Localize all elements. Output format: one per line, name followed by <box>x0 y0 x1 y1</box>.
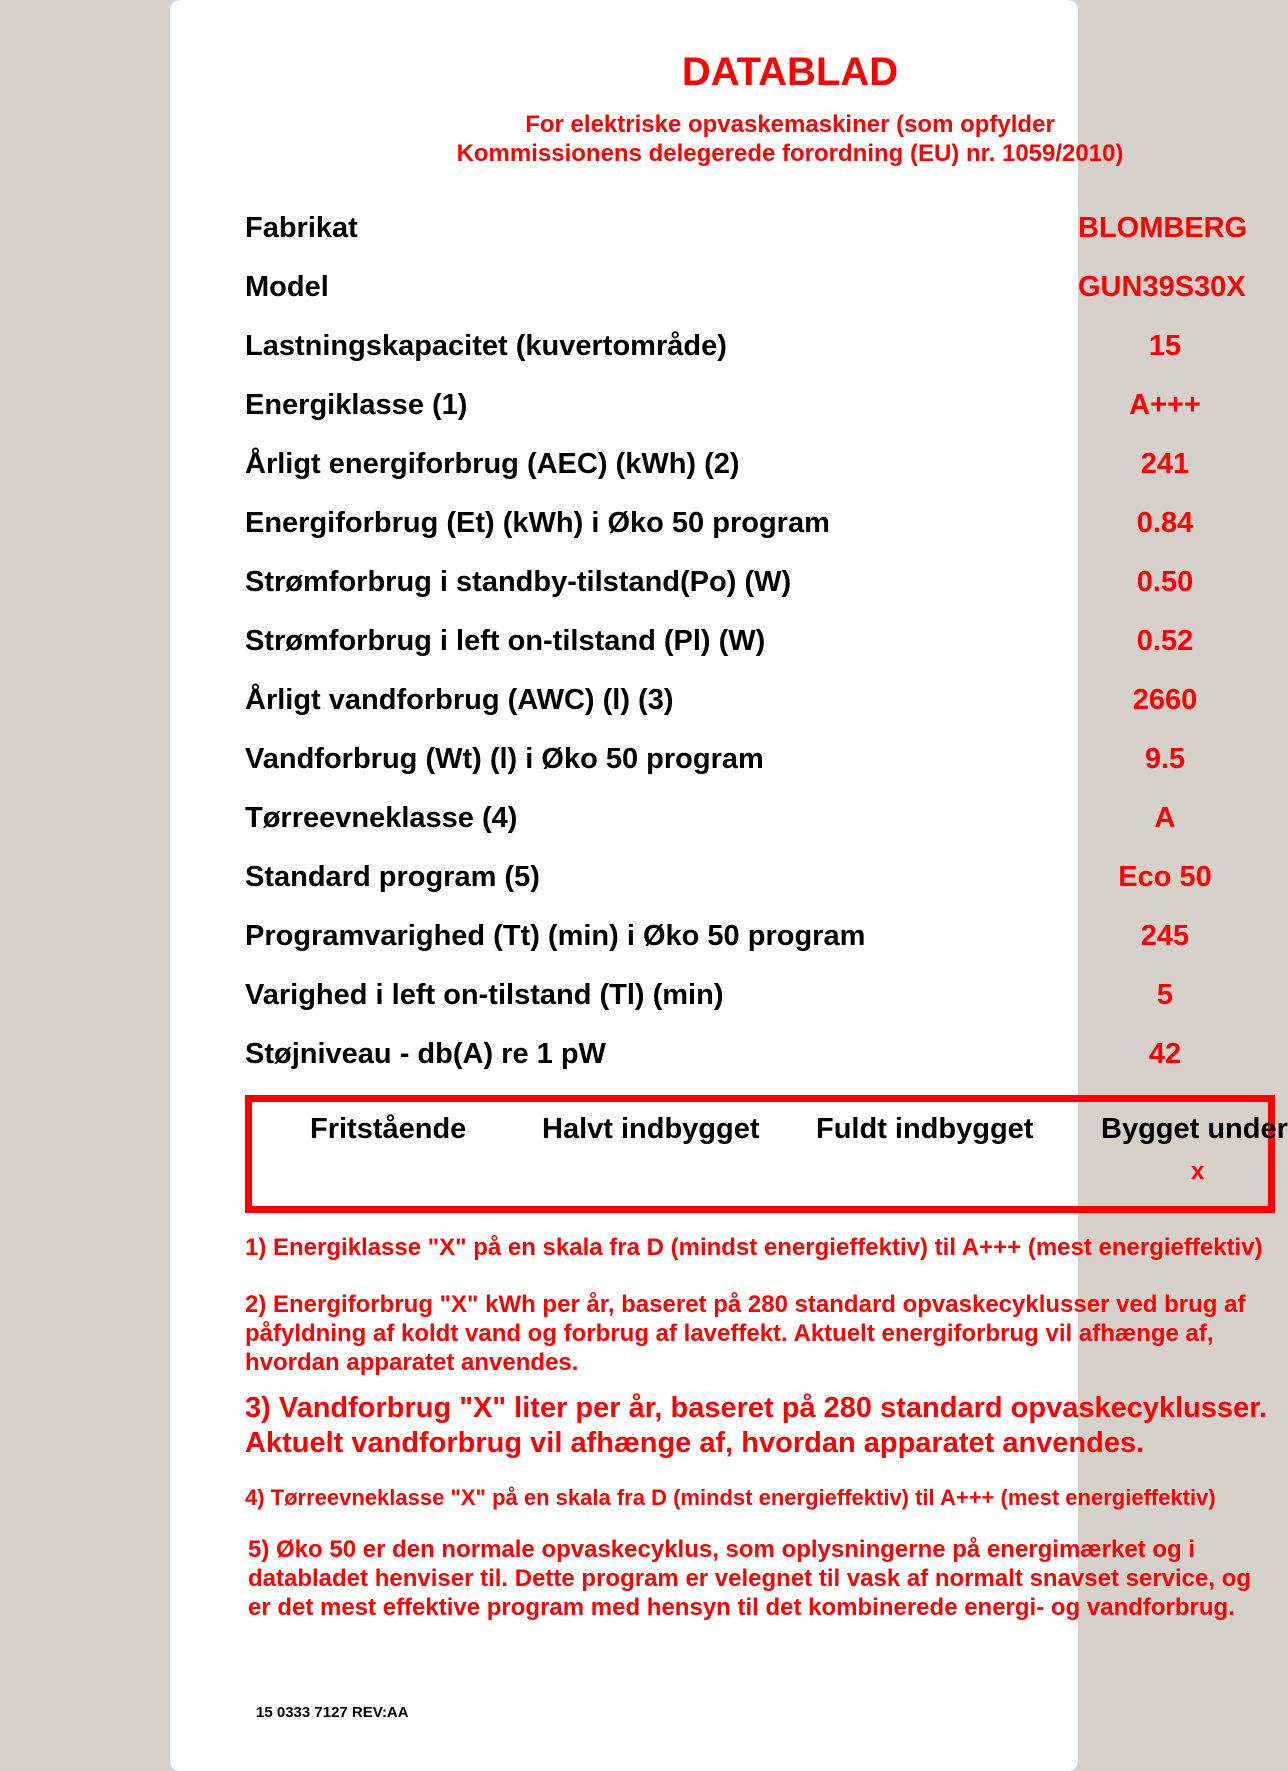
row-label: Årligt energiforbrug (AEC) (kWh) (2) <box>245 448 740 480</box>
document-reference: 15 0333 7127 REV:AA <box>256 1704 409 1721</box>
row-value: 15 <box>1148 330 1182 362</box>
installation-option-semi-integrated: Halvt indbygget <box>542 1113 760 1145</box>
row-value: 245 <box>1140 920 1190 952</box>
installation-option-built-under: Bygget under <box>1101 1113 1288 1145</box>
note-2-line-1: 2) Energiforbrug "X" kWh per år, baseret på 280 standard opvaskecyklusser ved brug af <box>245 1291 1246 1318</box>
row-value: 9.5 <box>1144 743 1186 775</box>
installation-option-fully-integrated: Fuldt indbygget <box>816 1113 1034 1145</box>
note-2-line-3: hvordan apparatet anvendes. <box>245 1349 579 1376</box>
row-label: Årligt vandforbrug (AWC) (l) (3) <box>245 684 674 716</box>
row-label: Standard program (5) <box>245 861 540 893</box>
row-value: Eco 50 <box>1118 861 1212 893</box>
row-label: Strømforbrug i standby-tilstand(Po) (W) <box>245 566 792 598</box>
row-value: A <box>1154 802 1176 834</box>
note-5-line-1: 5) Øko 50 er den normale opvaskecyklus, som oplysningerne på energimærket og i <box>248 1536 1195 1563</box>
row-value: 5 <box>1156 979 1174 1011</box>
row-label: Vandforbrug (Wt) (l) i Øko 50 program <box>245 743 764 775</box>
row-value: GUN39S30X <box>1078 271 1246 303</box>
row-label: Støjniveau - db(A) re 1 pW <box>245 1038 606 1070</box>
row-value: A+++ <box>1129 389 1201 421</box>
row-value: 0.52 <box>1136 625 1194 657</box>
row-value: 42 <box>1148 1038 1182 1070</box>
note-3-line-1: 3) Vandforbrug "X" liter per år, baseret på 280 standard opvaskecyklusser. <box>245 1392 1267 1424</box>
row-label: Tørreevneklasse (4) <box>245 802 518 834</box>
subtitle-line-1: For elektriske opvaskemaskiner (som opfylder <box>525 111 1055 138</box>
note-4: 4) Tørreevneklasse "X" på en skala fra D (mindst energieffektiv) til A+++ (mest energieffektiv) <box>245 1485 1216 1510</box>
row-label: Fabrikat <box>245 212 358 244</box>
row-value: 241 <box>1140 448 1190 480</box>
row-label: Varighed i left on-tilstand (Tl) (min) <box>245 979 724 1011</box>
row-label: Programvarighed (Tt) (min) i Øko 50 program <box>245 920 866 952</box>
subtitle-line-2: Kommissionens delegerede forordning (EU) nr. 1059/2010) <box>456 140 1124 167</box>
note-3-line-2: Aktuelt vandforbrug vil afhænge af, hvordan apparatet anvendes. <box>245 1427 1145 1459</box>
row-label: Strømforbrug i left on-tilstand (Pl) (W) <box>245 625 766 657</box>
selected-installation-mark: x <box>1191 1158 1205 1185</box>
row-value: 0.50 <box>1136 566 1194 598</box>
row-value: BLOMBERG <box>1078 212 1248 244</box>
page-title: DATABLAD <box>681 50 899 94</box>
row-value: 0.84 <box>1136 507 1194 539</box>
row-label: Energiforbrug (Et) (kWh) i Øko 50 program <box>245 507 830 539</box>
installation-option-freestanding: Fritstående <box>310 1113 467 1145</box>
row-label: Lastningskapacitet (kuvertområde) <box>245 330 727 362</box>
note-1: 1) Energiklasse "X" på en skala fra D (mindst energieffektiv) til A+++ (mest energieffektiv) <box>245 1234 1263 1261</box>
row-label: Model <box>245 271 329 303</box>
note-2-line-2: påfyldning af koldt vand og forbrug af laveffekt. Aktuelt energiforbrug vil afhænge af, <box>245 1320 1214 1347</box>
row-label: Energiklasse (1) <box>245 389 468 421</box>
note-5-line-2: databladet henviser til. Dette program er velegnet til vask af normalt snavset service, og <box>248 1565 1252 1592</box>
row-value: 2660 <box>1132 684 1198 716</box>
note-5-line-3: er det mest effektive program med hensyn til det kombinerede energi- og vandforbrug. <box>248 1594 1235 1621</box>
